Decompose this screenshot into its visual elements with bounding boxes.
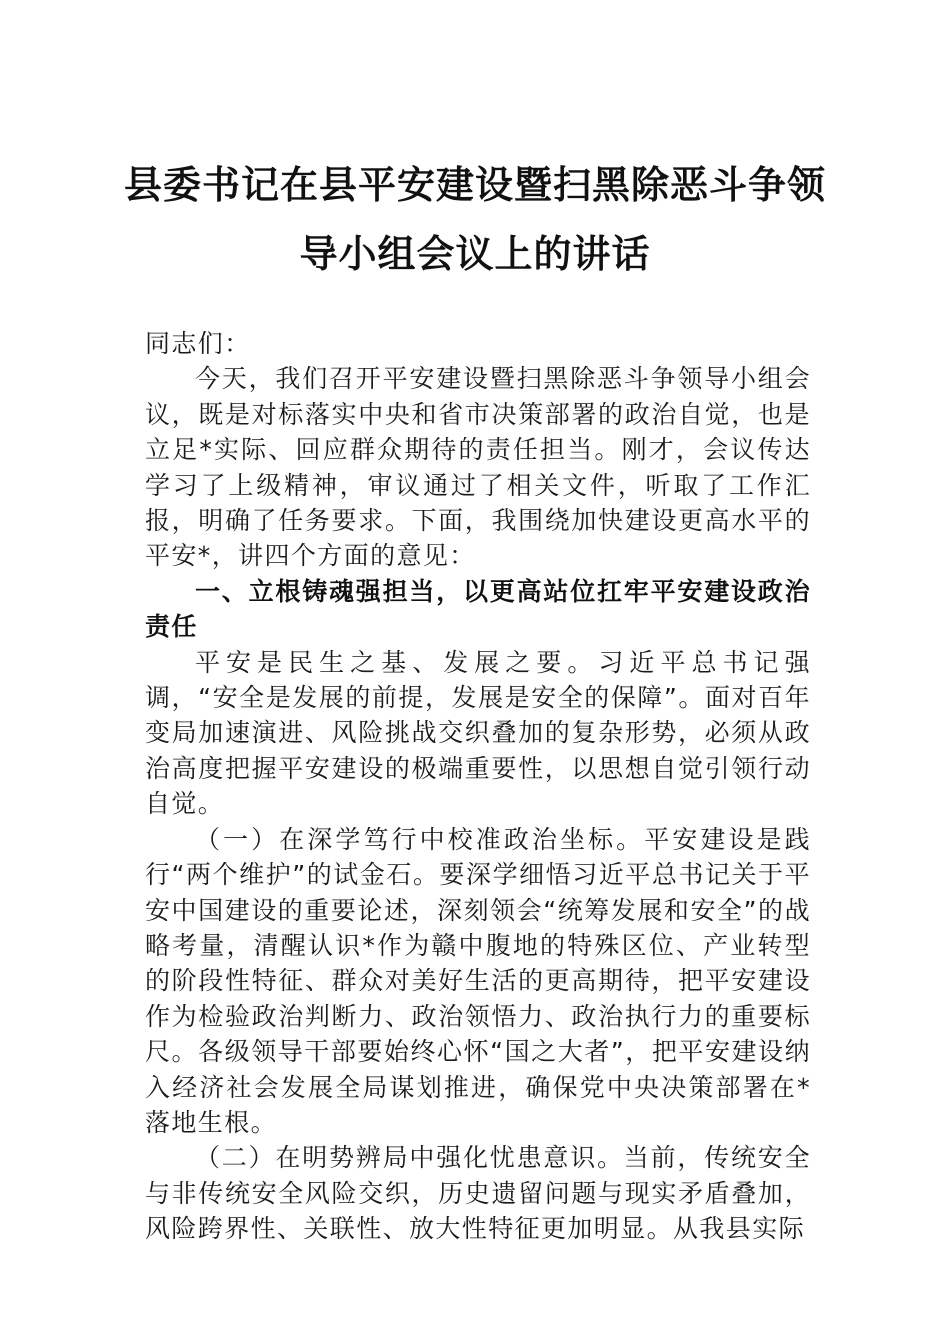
intro-paragraph: 今天，我们召开平安建设暨扫黑除恶斗争领导小组会议，既是对标落实中央和省市决策部署的政治自觉，也是立足*实际、回应群众期待的责任担当。刚才，会议传达学习了上级精神，审议通过了相关文件，听取了工作汇报，明确了任务要求。下面，我围绕加快建设更高水平的平安*，讲四个方面的意见： <box>145 364 811 571</box>
document-title-line-1: 县委书记在县平安建设暨扫黑除恶斗争领 <box>123 162 826 207</box>
salutation: 同志们： <box>145 329 251 358</box>
subsection-1-paragraph: （一）在深学笃行中校准政治坐标。平安建设是践行“两个维护”的试金石。要深学细悟习近平总书记关于平安中国建设的重要论述，深刻领会“统筹发展和安全”的战略考量，清醒认识*作为赣中腹地的特殊区位、产业转型的阶段性特征、群众对美好生活的更高期待，把平安建设作为检验政治判断力、政治领悟力、政治执行力的重要标尺。各级领导干部要始终心怀“国之大者”，把平安建设纳入经济社会发展全局谋划推进，确保党中央决策部署在*落地生根。 <box>145 824 811 1137</box>
document-title-line-2: 导小组会议上的讲话 <box>299 231 651 276</box>
section-1-paragraph: 平安是民生之基、发展之要。习近平总书记强调，“安全是发展的前提，发展是安全的保障”。面对百年变局加速演进、风险挑战交织叠加的复杂形势，必须从政治高度把握平安建设的极端重要性，以思想自觉引领行动自觉。 <box>145 647 811 819</box>
subsection-2-paragraph: （二）在明势辨局中强化忧患意识。当前，传统安全与非传统安全风险交织，历史遗留问题与现实矛盾叠加，风险跨界性、关联性、放大性特征更加明显。从我县实际 <box>145 1143 811 1244</box>
document-body <box>145 326 811 1247</box>
section-1-heading: 一、立根铸魂强担当，以更高站位扛牢平安建设政治责任 <box>145 576 811 642</box>
